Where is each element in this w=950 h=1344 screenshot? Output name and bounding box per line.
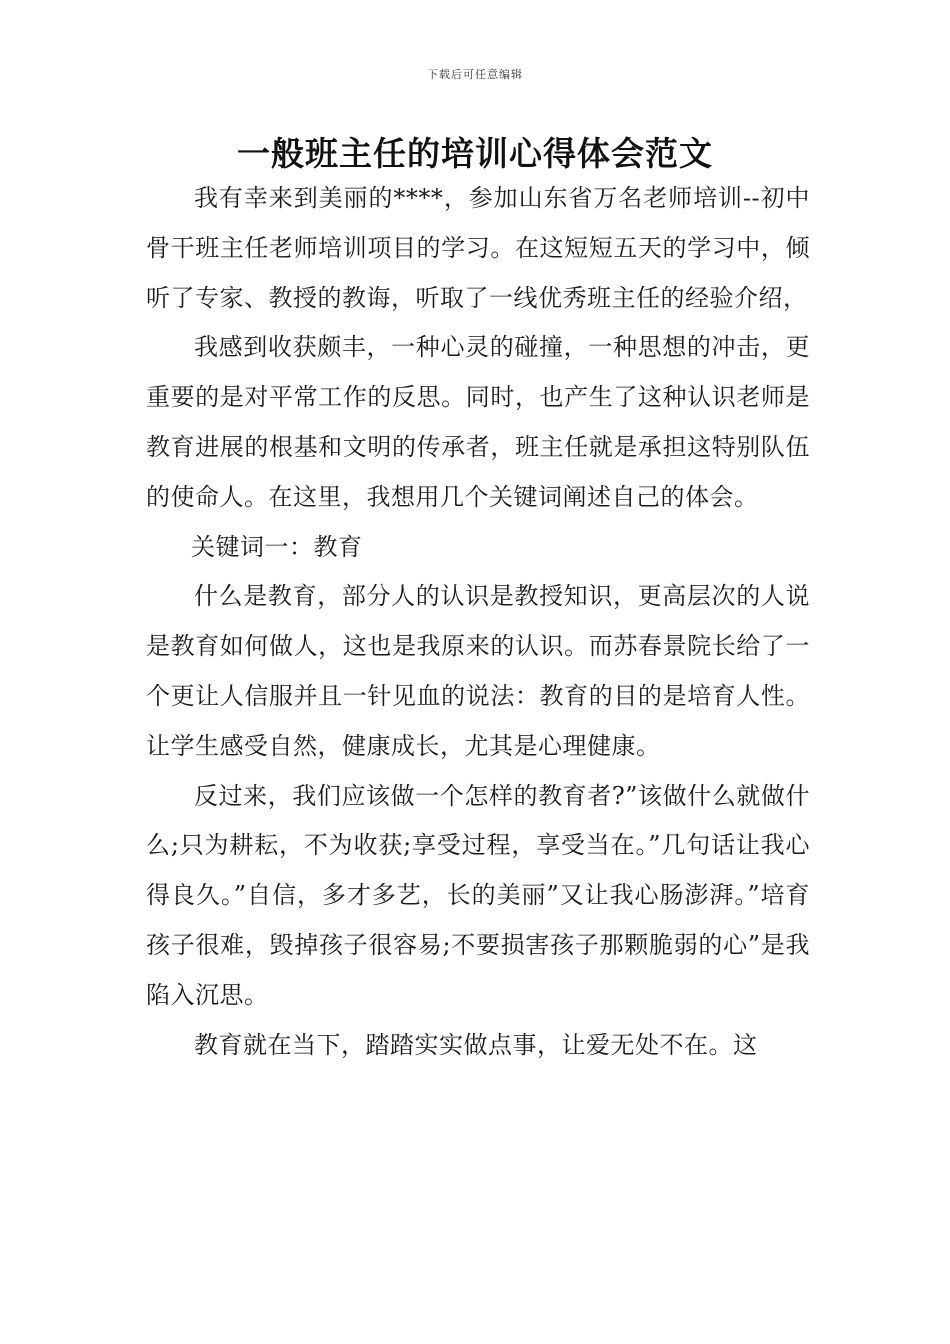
paragraph-reflection: 我感到收获颇丰，一种心灵的碰撞，一种思想的冲击，更重要的是对平常工作的反思。同时，也产生了这种认识老师是教育进展的根基和文明的传承者，班主任就是承担这特别队伍的使命人。在这里，我想用几个关键词阐述自己的体会。 — [146, 333, 810, 511]
paragraph-present: 教育就在当下，踏踏实实做点事，让爱无处不在。这 — [194, 1030, 758, 1059]
keyword-heading: 关键词一：教育 — [191, 532, 363, 561]
paragraph-education: 什么是教育，部分人的认识是教授知识，更高层次的人说是教育如何做人，这也是我原来的认识。而苏春景院长给了一个更让人信服并且一针见血的说法：教育的目的是培育人性。让学生感受自然，健康成长，尤其是心理健康。 — [146, 582, 810, 760]
paragraph-educator: 反过来，我们应该做一个怎样的教育者?”该做什么就做什么;只为耕耘，不为收获;享受过程，享受当在。”几句话让我心得良久。”自信，多才多艺，长的美丽”又让我心肠澎湃。”培育孩子很难，毁掉孩子很容易;不要损害孩子那颗脆弱的心”是我陷入沉思。 — [146, 781, 810, 1009]
document-body — [146, 174, 810, 1070]
document-title: 一般班主任的培训心得体会范文 — [237, 134, 713, 173]
header-note: 下载后可任意编辑 — [427, 68, 523, 81]
paragraph-intro: 我有幸来到美丽的****，参加山东省万名老师培训--初中骨干班主任老师培训项目的学习。在这短短五天的学习中，倾听了专家、教授的教诲，听取了一线优秀班主任的经验介绍， — [146, 184, 810, 312]
